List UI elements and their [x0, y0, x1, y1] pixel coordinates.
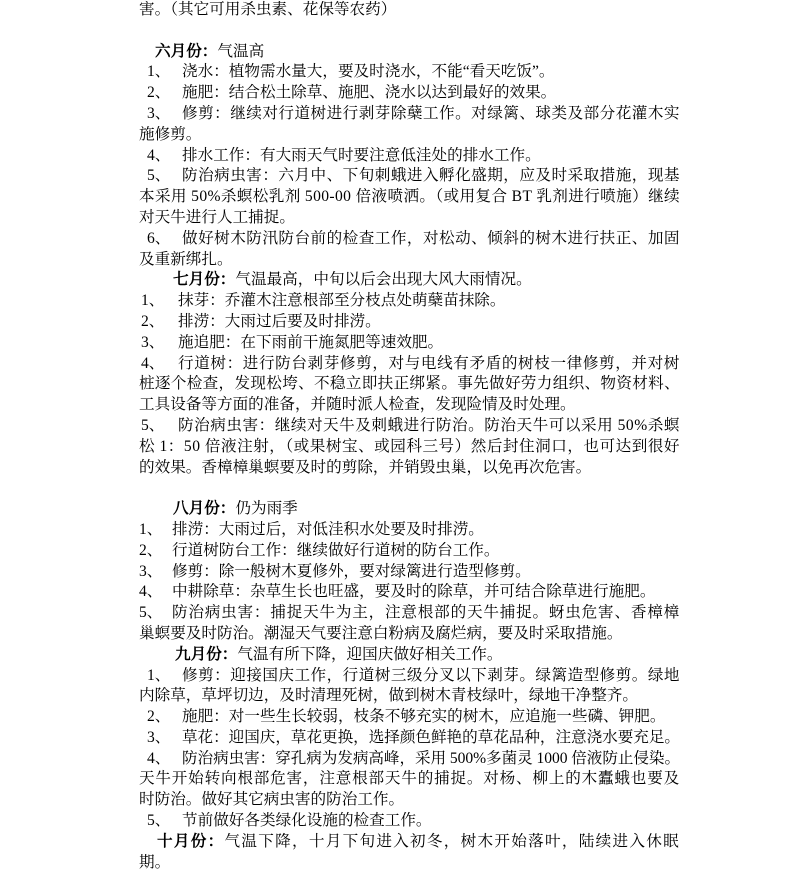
- month-section: [139, 499, 680, 645]
- task-number: 2、: [141, 312, 165, 330]
- task-text: 排涝：大雨过后要及时排涝。: [178, 312, 381, 330]
- task-text: 行道树：进行防台剥芽修剪，对与电线有矛盾的树枝一律修剪，并对树: [178, 354, 680, 372]
- task-number: 2、: [139, 541, 163, 559]
- month-summary: 气温高: [217, 42, 265, 60]
- task-number: 1、: [141, 292, 165, 310]
- text-line: [139, 166, 680, 187]
- task-number: 3、: [141, 333, 165, 351]
- month-label: 六月份：: [155, 42, 218, 60]
- task-number: 3、: [147, 728, 171, 746]
- task-text: 修剪：除一般树木夏修外，要对绿篱进行造型修剪。: [172, 562, 531, 580]
- text-line: [139, 562, 680, 583]
- text-line: [139, 603, 680, 624]
- month-heading: [173, 499, 298, 520]
- task-text: 防治病虫害：捕捉天牛为主，注意根部的天牛捕捉。蚜虫危害、香樟樟: [172, 604, 680, 622]
- task-item: [139, 146, 680, 167]
- task-text: 防治病虫害：继续对天牛及刺蛾进行防治。防治天牛可以采用 50%杀螟: [178, 416, 680, 434]
- month-heading: [157, 832, 680, 853]
- task-text: 行道树防台工作：继续做好行道树的防台工作。: [172, 541, 500, 559]
- task-number: 5、: [141, 416, 165, 434]
- month-heading: [175, 645, 503, 666]
- month-section: [139, 832, 680, 874]
- month-label: 八月份：: [173, 500, 236, 518]
- text-line: [139, 62, 680, 83]
- task-text: 工具设备等方面的准备，并随时派人检查，发现险情及时处理。: [139, 396, 576, 414]
- text-line: [139, 333, 680, 354]
- text-line: [139, 187, 680, 208]
- task-text: 内除草，草坪切边，及时清理死树，做到树木青枝绿叶，绿地干净整齐。: [139, 687, 639, 705]
- task-text: 节前做好各类绿化设施的检查工作。: [182, 812, 432, 830]
- task-text: 排水工作：有大雨天气时要注意低洼处的排水工作。: [182, 146, 541, 164]
- task-number: 6、: [147, 229, 171, 247]
- task-text: 松 1：50 倍液注射，（或果树宝、或园科三号）然后封住洞口，也可达到很好: [139, 437, 680, 455]
- text-line: [139, 354, 680, 375]
- task-text: 桩逐个检查，发现松垮、不稳立即扶正绑紧。事先做好劳力组织、物资材料、: [139, 375, 680, 393]
- text-line: [139, 707, 680, 728]
- text-line: [139, 749, 680, 770]
- task-text: 抹芽：乔灌木注意根部至分枝点处萌蘖苗抹除。: [178, 292, 506, 310]
- task-item: [139, 416, 680, 478]
- month-summary: 仍为雨季: [235, 500, 298, 518]
- text-line: [139, 312, 680, 333]
- text-line: [139, 624, 680, 645]
- month-summary: 气温下降，十月下旬进入初冬，树木开始落叶，陆续进入休眠: [224, 832, 680, 850]
- task-item: [139, 541, 680, 562]
- month-label: 七月份：: [173, 271, 236, 289]
- task-item: [139, 312, 680, 333]
- task-text: 天牛开始转向根部危害，注意根部天牛的捕捉。对杨、柳上的木蠹蛾也要及: [139, 770, 680, 788]
- text-line: [139, 291, 680, 312]
- task-item: [139, 104, 680, 146]
- text-line: [139, 208, 680, 229]
- month-summary: 气温最高，中旬以后会出现大风大雨情况。: [235, 271, 532, 289]
- task-item: [139, 603, 680, 645]
- intro-paragraph: [139, 0, 680, 21]
- task-text: 施追肥：在下雨前干施氮肥等速效肥。: [178, 333, 444, 351]
- task-text: 本采用 50%杀螟松乳剂 500-00 倍液喷洒。（或用复合 BT 乳剂进行喷施）继续: [139, 188, 680, 206]
- text-line: [139, 146, 680, 167]
- text-line: [139, 104, 680, 125]
- task-item: [139, 728, 680, 749]
- text-line: [139, 790, 680, 811]
- task-text: 施修剪。: [139, 125, 202, 143]
- month-section: [139, 645, 680, 832]
- text-line: [139, 42, 680, 63]
- text-line: [139, 645, 680, 666]
- task-number: 5、: [147, 812, 171, 830]
- text-line: [139, 229, 680, 250]
- task-text: 浇水：植物需水量大，要及时浇水，不能“看天吃饭”。: [182, 63, 555, 81]
- text-line: [139, 541, 680, 562]
- text-line: [139, 125, 680, 146]
- text-line: [139, 728, 680, 749]
- task-item: [139, 707, 680, 728]
- task-number: 3、: [139, 562, 163, 580]
- task-item: [139, 229, 680, 271]
- task-number: 4、: [139, 583, 163, 601]
- task-text: 草花：迎国庆，草花更换，选择颜色鲜艳的草花品种，注意浇水要充足。: [182, 728, 680, 746]
- month-heading: [173, 270, 532, 291]
- text-line: [139, 250, 680, 271]
- text-line: [139, 832, 680, 853]
- text-line: [139, 270, 680, 291]
- task-number: 3、: [147, 104, 171, 122]
- text-line: [139, 499, 680, 520]
- task-item: [139, 520, 680, 541]
- task-item: [139, 62, 680, 83]
- text-line: [139, 666, 680, 687]
- month-label: 十月份：: [157, 832, 225, 850]
- task-number: 1、: [139, 520, 163, 538]
- text-line: [139, 395, 680, 416]
- text-line: [139, 769, 680, 790]
- task-item: [139, 291, 680, 312]
- task-text: 及重新绑扎。: [139, 250, 233, 268]
- task-item: [139, 666, 680, 708]
- task-text: 施肥：对一些生长较弱，枝条不够充实的树木，应追施一些磷、钾肥。: [182, 708, 666, 726]
- task-item: [139, 582, 680, 603]
- paragraph-text: 害。（其它可用杀虫素、花保等农药）: [139, 1, 397, 18]
- task-text: 排涝：大雨过后，对低洼积水处要及时排涝。: [172, 520, 484, 538]
- text-line: [139, 83, 680, 104]
- task-number: 2、: [147, 84, 171, 102]
- text-line: [139, 520, 680, 541]
- task-text: 的效果。香樟樟巢螟要及时的剪除，并销毁虫巢，以免再次危害。: [139, 458, 592, 476]
- task-item: [139, 333, 680, 354]
- month-label: 九月份：: [175, 645, 238, 663]
- task-number: 1、: [147, 666, 171, 684]
- text-line: [139, 582, 680, 603]
- task-number: 5、: [147, 167, 171, 185]
- month-section: [139, 270, 680, 478]
- text-line: [139, 374, 680, 395]
- task-number: 4、: [141, 354, 165, 372]
- text-line: [139, 416, 680, 437]
- month-heading: [155, 42, 264, 63]
- task-text: 时防治。做好其它病虫害的防治工作。: [139, 791, 405, 809]
- task-number: 2、: [147, 708, 171, 726]
- task-item: [139, 166, 680, 228]
- task-number: 4、: [147, 146, 171, 164]
- task-text: 巢螟要及时防治。潮湿天气要注意白粉病及腐烂病，要及时采取措施。: [139, 624, 623, 642]
- task-text: 防治病虫害：穿孔病为发病高峰，采用 500%多菌灵 1000 倍液防止侵染。: [182, 749, 680, 767]
- task-text: 修剪：继续对行道树进行剥芽除蘖工作。对绿篱、球类及部分花灌木实: [182, 104, 680, 122]
- text-line: [139, 437, 680, 458]
- month-heading-continuation: 期。: [139, 853, 171, 871]
- text-line: [139, 686, 680, 707]
- task-text: 对天牛进行人工捕捉。: [139, 208, 295, 226]
- task-text: 修剪：迎接国庆工作，行道树三级分叉以下剥芽。绿篱造型修剪。绿地: [182, 666, 680, 684]
- task-item: [139, 562, 680, 583]
- task-number: 1、: [147, 63, 171, 81]
- month-summary: 气温有所下降，迎国庆做好相关工作。: [237, 645, 503, 663]
- document-page: [139, 0, 680, 873]
- text-line: [139, 458, 680, 479]
- task-number: 4、: [147, 749, 171, 767]
- text-line: [139, 853, 680, 874]
- task-text: 中耕除草：杂草生长也旺盛，要及时的除草，并可结合除草进行施肥。: [172, 583, 656, 601]
- text-line: [139, 0, 680, 21]
- task-text: 做好树木防汛防台前的检查工作，对松动、倾斜的树木进行扶正、加固: [182, 229, 680, 247]
- task-text: 施肥：结合松土除草、施肥、浇水以达到最好的效果。: [182, 84, 557, 102]
- task-item: [139, 354, 680, 416]
- text-line: [139, 811, 680, 832]
- task-item: [139, 749, 680, 811]
- task-number: 5、: [139, 604, 163, 622]
- month-section: [139, 42, 680, 271]
- task-text: 防治病虫害：六月中、下旬刺蛾进入孵化盛期，应及时采取措施，现基: [182, 167, 680, 185]
- task-item: [139, 83, 680, 104]
- task-item: [139, 811, 680, 832]
